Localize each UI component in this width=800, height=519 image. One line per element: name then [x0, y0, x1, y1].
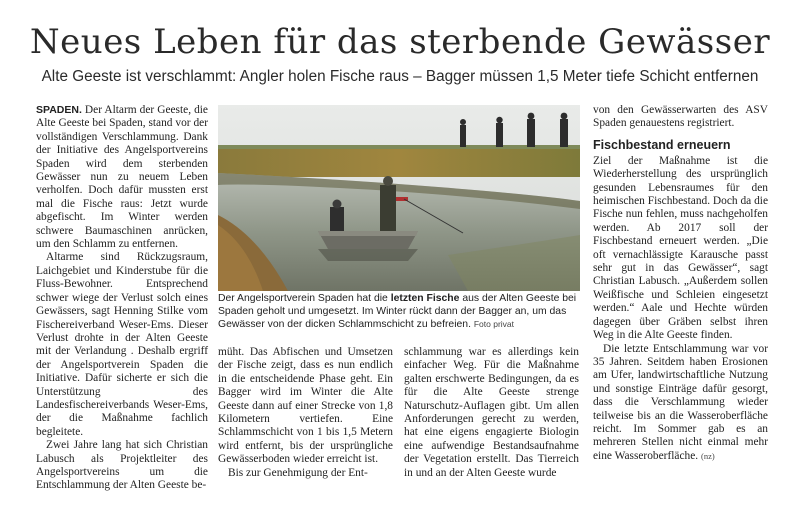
article-column-1 — [36, 104, 208, 493]
dateline: SPADEN. — [36, 104, 82, 116]
paragraph: Bis zur Genehmigung der Ent- — [228, 466, 368, 479]
caption-text: aus der Alten Geeste bei Spaden geholt und umgesetzt. Im Winter rückt dann der Bagger an, um das Gewässer von der dicken Schlammschicht zu befreien. — [218, 293, 577, 331]
paragraph: Ziel der Maßnahme ist die Wiederherstellung des ursprünglich gesunden Lebensraumes für den heimischen Fischbestand. Doch da die Fische nun fehlen, muss nachgeholfen werden. Ab 2017 soll der Fischbestand erneuert werden. „Die oft vernachlässigte Karausche passt sehr gut in das Gewässer“, sagt Christian Labusch. „Außerdem sollen Weißfische und Schleien eingesetzt werden.“ Aale und Hechte würden dagegen über Gräben selbst ihren Weg in die Alte Geeste finden. — [593, 154, 768, 342]
paragraph — [36, 104, 208, 251]
photo-caption — [218, 293, 580, 332]
paragraph — [593, 343, 768, 464]
section-subheading: Fischbestand erneuern — [593, 137, 731, 152]
article-column-4 — [593, 104, 768, 463]
paragraph: von den Gewässerwarten des ASV Spaden genauestens registriert. — [593, 104, 768, 130]
paragraph-text: Die letzte Entschlammung war vor 35 Jahren. Seitdem haben Erosionen am Ufer, landwirtschaftliche Nutzung und sonstige Einträge dafür gesorgt, dass die Verschlammung wieder teilweise bis an die Wasseroberfläche reicht. Im Sommer gab es an mehreren Stellen nicht einmal mehr eine Wasseroberfläche. — [593, 342, 768, 462]
article-column-3 — [404, 346, 579, 480]
article-photo — [218, 105, 580, 291]
paragraph-text: Der Altarm der Geeste, die Alte Geeste bei Spaden, stand vor der vollständigen Verschlammung. Dank der Initiative des Angelsportvereins Spaden wird dem sterbenden Gewässer nun zu neuem Leben verholfen. Doch dafür mussten erst mal die Fische raus: Jetzt wurde abgefischt. Im Winter werden schwere Baumaschinen anrücken, um den Schlamm zu entfernen. — [36, 104, 208, 251]
paragraph: schlammung war es allerdings kein einfacher Weg. Für die Maßnahme galten erschwerte Bedingungen, da es für die Alte Geeste strenge Naturschutz-Auflagen gibt. Um allen Anforderungen gerecht zu werden, hat eine eigens engagierte Biologin eine aufwendige Bestandsaufnahme der Vegetation erstellt. Das Tierreich in und an der Alten Geeste wurde — [404, 346, 579, 479]
author-initials: (nz) — [701, 450, 715, 461]
paragraph: Zwei Jahre lang hat sich Christian Labusch als Projektleiter des Angelsportvereins um die Entschlammung der Alten Geeste be- — [36, 439, 208, 492]
photo-credit: Foto privat — [473, 319, 514, 330]
caption-text: Der Angelsportverein Spaden hat die — [218, 293, 391, 304]
article-headline: Neues Leben für das sterbende Gewässer — [29, 22, 771, 62]
pond-fishing-photo — [218, 105, 580, 291]
article-subheadline: Alte Geeste ist verschlammt: Angler holen Fische raus – Bagger müssen 1,5 Meter tiefe Schicht entfernen — [41, 68, 759, 85]
article-column-2 — [218, 346, 393, 480]
paragraph: müht. Das Abfischen und Umsetzen der Fische zeigt, dass es nun endlich in die entscheidende Phase geht. Ein Bagger wird im Winter die Alte Geeste dann auf einer Strecke von 1,8 Kilometern vertiefen. Eine Schlammschicht von 1 bis 1,5 Metern wird entfernt, bis der ursprüngliche Gewässerboden wieder erreicht ist. — [218, 346, 393, 466]
caption-highlight: letzten Fische — [390, 293, 460, 304]
paragraph: Altarme sind Rückzugsraum, Laichgebiet und Kinderstube für die Fluss-Bewohner. Entsprechend schwer wiege der Verlust solch eines Gewässers, sagt Henning Stilke vom Fischereiverband Weser-Ems. Dieser Verlust drohte in der Alten Geeste mit der Verlandung . Deshalb ergriff der Angelsportverein Spaden die Initiative. Dafür sicherte er sich die Unterstützung des Landesfischereiverbands Weser-Ems, der die Maßnahme fachlich begleitete. — [36, 251, 208, 438]
